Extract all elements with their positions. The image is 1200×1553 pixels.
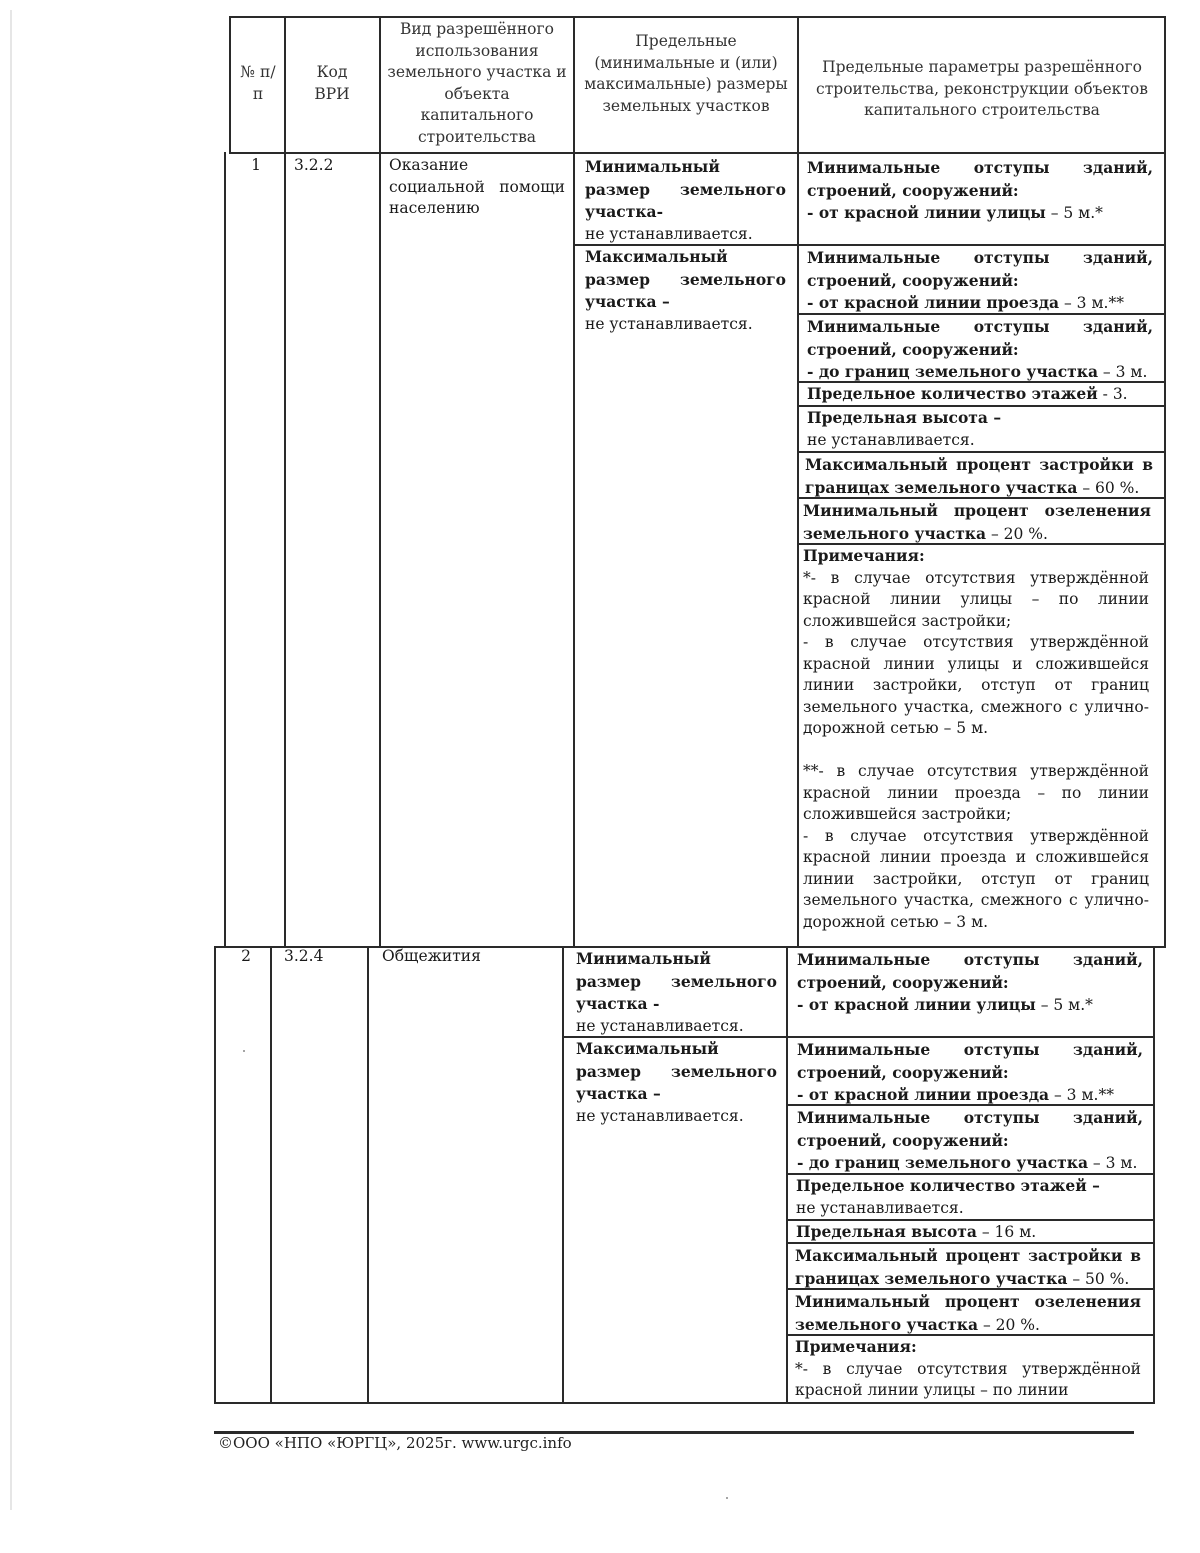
row1-param-7: Минимальный процент озеленения земельного участка – 20 %. <box>803 501 1151 543</box>
header-use: Вид разрешённого использования земельного участка и объекта капитального строительства <box>387 20 567 146</box>
row2-min-size-rest: не устанавливается. <box>576 1016 744 1035</box>
row1-min-size <box>585 156 786 245</box>
row1-max-size <box>585 246 786 335</box>
row2-use: Общежития <box>382 947 481 965</box>
row1-param-4: Предельное количество этажей - 3. <box>807 384 1128 403</box>
r2-param-line-1 <box>786 1036 1155 1038</box>
col-divider-1b <box>270 946 272 1403</box>
row1-param-1: Минимальные отступы зданий, строений, сооружений: - от красной линии улицы – 5 м.* <box>807 158 1153 222</box>
row2-param-2: Минимальные отступы зданий, строений, сооружений: - от красной линии проезда – 3 м.** <box>797 1040 1143 1104</box>
col-divider-2b <box>367 946 369 1403</box>
row1-num: 1 <box>251 156 261 174</box>
row1-note-3: **- в случае отсутствия утверждённой красной линии проезда – по линии сложившейся застройки; <box>803 762 1149 823</box>
scan-speck <box>243 1050 245 1052</box>
table-border-left-body <box>224 152 226 946</box>
row2-note-1: *- в случае отсутствия утверждённой красной линии улицы – по линии <box>795 1359 1141 1399</box>
col-divider-3 <box>573 16 575 946</box>
header-num: № п/п <box>240 63 276 103</box>
row2-param-6: Максимальный процент застройки в границах земельного участка – 50 %. <box>795 1246 1141 1288</box>
row1-notes <box>803 545 1149 933</box>
row1-note-2: - в случае отсутствия утверждённой красной линии улицы и сложившейся линии застройки, отступ от границ земельного участка, смежного с улично-дорожной сетью – 5 м. <box>803 633 1149 737</box>
row2-max-size-title: Максимальный размер земельного участка – <box>576 1039 777 1103</box>
row2-max-size <box>576 1038 777 1127</box>
row2-num: 2 <box>241 947 251 965</box>
row2-param-7: Минимальный процент озеленения земельного участка – 20 %. <box>795 1292 1141 1334</box>
row2-max-size-rest: не устанавливается. <box>576 1106 744 1125</box>
row2-min-size-title: Минимальный размер земельного участка - <box>576 949 777 1013</box>
table-border-left <box>229 16 231 152</box>
row1-min-size-rest: не устанавливается. <box>585 224 753 243</box>
r1-param-line-5 <box>797 451 1166 453</box>
table-border-bottom <box>214 1402 1155 1404</box>
row2-param-3: Минимальные отступы зданий, строений, сооружений: - до границ земельного участка – 3 м. <box>797 1108 1143 1172</box>
row1-code: 3.2.2 <box>294 156 334 174</box>
row1-param-2: Минимальные отступы зданий, строений, сооружений: - от красной линии проезда – 3 м.** <box>807 248 1153 312</box>
row1-use: Оказание социальной помощи населению <box>389 156 565 217</box>
row1-param-6: Максимальный процент застройки в границах земельного участка – 60 %. <box>805 455 1153 497</box>
header-params: Предельные параметры разрешённого строительства, реконструкции объектов капитального строительства <box>816 58 1148 119</box>
row2-notes-title: Примечания: <box>795 1337 917 1356</box>
row1-max-size-rest: не устанавливается. <box>585 314 753 333</box>
row2-notes <box>795 1336 1141 1402</box>
r1-param-line-1 <box>797 244 1166 246</box>
row1-min-size-title: Минимальный размер земельного участка- <box>585 157 786 221</box>
table-border-top <box>229 16 1166 18</box>
scan-speck <box>726 1497 728 1499</box>
col-divider-1 <box>284 16 286 946</box>
header-sizes: Предельные (минимальные и (или) максимальные) размеры земельных участков <box>584 32 788 115</box>
col-divider-2 <box>379 16 381 946</box>
row2-code: 3.2.4 <box>284 947 324 965</box>
row2-param-4: Предельное количество этажей – не устанавливается. <box>796 1176 1100 1217</box>
row2-min-size <box>576 948 777 1037</box>
col-divider-3b <box>562 946 564 1403</box>
row1-param-3: Минимальные отступы зданий, строений, сооружений: - до границ земельного участка – 3 м. <box>807 317 1153 381</box>
row1-max-size-title: Максимальный размер земельного участка – <box>585 247 786 311</box>
table-border-right <box>1164 16 1166 946</box>
row1-note-4: - в случае отсутствия утверждённой красной линии проезда и сложившейся линии застройки, отступ от границ земельного участка, смежного с улично-дорожной сетью – 3 м. <box>803 826 1149 931</box>
row1-param-5: Предельная высота – не устанавливается. <box>807 408 1002 449</box>
row2-param-1: Минимальные отступы зданий, строений, сооружений: - от красной линии улицы – 5 м.* <box>797 950 1143 1014</box>
footer-copyright: ©ООО «НПО «ЮРГЦ», 2025г. www.urgc.info <box>218 1434 572 1452</box>
row1-note-1: *- в случае отсутствия утверждённой красной линии улицы – по линии сложившейся застройки; <box>803 568 1149 630</box>
row1-notes-title: Примечания: <box>803 546 925 565</box>
header-bottom-border <box>229 152 1166 154</box>
header-code: Код ВРИ <box>314 63 350 103</box>
col-divider-4 <box>797 16 799 946</box>
table-border-left-body-2 <box>214 946 216 1403</box>
row2-param-5: Предельная высота – 16 м. <box>796 1222 1037 1241</box>
